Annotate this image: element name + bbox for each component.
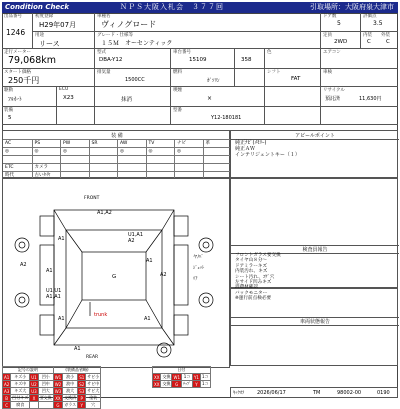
score-label: 評価点 — [363, 14, 377, 19]
car-name-value: ヴィノグロード — [101, 20, 157, 29]
ecu-value: X23 — [63, 95, 74, 101]
legend-cell: 塗装 — [86, 395, 101, 402]
equipment-cell — [89, 163, 118, 171]
equipment-cell: ナビ — [174, 139, 203, 147]
appeal-lines — [235, 140, 300, 158]
legend-cell: B — [3, 395, 11, 402]
model-cell — [94, 49, 170, 86]
equipment-cell: ETC — [3, 163, 32, 171]
smoke-cell — [170, 87, 264, 124]
footer-lot-code: 98002-00 — [337, 390, 362, 396]
diagram-front-label: FRONT — [84, 196, 100, 201]
legend-cell: S1 — [79, 374, 85, 380]
footer-staff: TM — [313, 390, 321, 396]
inspection-line: 内装汚れ、キズ — [235, 269, 268, 275]
legend-cell: ガラス — [64, 402, 77, 407]
trunk-label: trunk — [94, 312, 108, 318]
equipment-cell — [203, 163, 232, 171]
trans-label: 駆動 — [4, 88, 13, 93]
mark-fr-left: A1 — [58, 236, 65, 242]
inspection-line: ドアミラーキズ — [235, 263, 267, 269]
legend-cell: XX — [53, 395, 63, 402]
smoke-value: × — [207, 95, 213, 102]
appeal-box — [230, 130, 398, 178]
equipment-cell — [174, 163, 203, 171]
equipment-cell: カメラ — [32, 163, 61, 171]
header-center: ＮＰＳ大阪入札会 ３７７回 — [120, 3, 224, 11]
legend-right-cell: XX — [154, 381, 160, 387]
door-label: ドア数 — [323, 14, 337, 19]
blank-cell — [264, 87, 320, 124]
inspection-line: ※運行前点検必要 — [235, 296, 272, 302]
inspection-line: バックモニター — [235, 290, 268, 296]
legend-cell: A1 — [4, 374, 10, 380]
inspection-title: 検査員報告 — [231, 245, 399, 254]
first-reg-cell — [32, 13, 94, 48]
equipment-cell: 時代 — [3, 171, 32, 179]
legend-cell: キズ小 — [11, 374, 30, 381]
equipment-cell — [32, 155, 61, 163]
legend-cell: W2 — [54, 381, 62, 387]
legend-cell: 凹中 — [38, 381, 53, 388]
ac-label: エアコン — [323, 50, 341, 55]
appeal-title: アピールポイント — [231, 132, 399, 140]
legend-cell: S2 — [79, 381, 85, 387]
appeal-line: インテリジェントキー（１） — [235, 152, 300, 158]
equipment-box — [2, 130, 230, 178]
legend-cell: 交換済 — [64, 395, 77, 400]
inspection-label: 車検 — [323, 70, 332, 75]
mileage-value: 79,068km — [8, 55, 56, 66]
legend-right-title: 日付 — [153, 367, 211, 374]
cc-label: 排気量 — [97, 70, 111, 75]
equipment-cell: AC — [3, 139, 32, 147]
footer — [2, 366, 398, 408]
mark-roof: G — [112, 274, 117, 280]
legend-cell: W3 — [54, 388, 62, 394]
mark-bottom: A1 — [74, 346, 81, 352]
model-label: 型式 — [97, 50, 106, 55]
legend-mid-title: (装備品省略) — [53, 367, 101, 374]
legend-cell: U1 — [31, 374, 37, 380]
mark-right-mid: A2 — [160, 272, 167, 278]
recycle-amount: 11,630円 — [359, 96, 382, 102]
legend-right-cell: XX — [154, 374, 160, 380]
serial-value: Y12-180181 — [211, 115, 242, 121]
equipment-cell — [203, 147, 232, 155]
inspection-line: タイヤ山８分～ — [235, 258, 268, 264]
legend-right-cell: G — [172, 381, 182, 388]
start-price-value: 250千円 — [8, 76, 40, 85]
mileage-cell — [2, 49, 94, 86]
model-value: DBA-Y12 — [99, 57, 123, 63]
equipment-cell: PW — [60, 139, 89, 147]
equipment-cell: ◎ — [146, 147, 175, 155]
equipment-cell — [203, 155, 232, 163]
equipment-cell: PS — [32, 139, 61, 147]
equipment-cell: ◎ — [32, 147, 61, 155]
footer-date: 2026/06/17 — [257, 390, 286, 396]
header-left: Condition Check — [5, 3, 69, 11]
mark-fr-right: U1,A1 A2 — [128, 232, 144, 244]
legend-right-cell: Y1 — [193, 374, 199, 380]
footer-end-code: 0190 — [377, 390, 390, 396]
color-cell — [264, 49, 320, 86]
inspection-line: 消費材確認 — [235, 285, 258, 291]
inspection-line: フロントガラス要交換 — [235, 253, 281, 258]
spec-grid — [2, 13, 398, 125]
equipment-cell — [117, 163, 146, 171]
equipment-cell: AW — [117, 139, 146, 147]
usage-value: リース — [39, 40, 60, 48]
ws-value: 抹消 — [121, 97, 133, 103]
side-labels: ヤ/ﾊﾞ ｼﾞｪｯﾄ ﾘｱ — [193, 255, 205, 282]
equipment-cell: ◎ — [174, 147, 203, 155]
inspection-box — [230, 178, 398, 302]
legend-cell: S3 — [79, 388, 85, 394]
car-name-label: 車種名 — [97, 14, 111, 19]
frame-no-cell — [170, 49, 234, 86]
legend-table — [2, 366, 101, 409]
recycle-cell — [320, 87, 398, 124]
equipment-cell — [146, 155, 175, 163]
legend-cell: キズ大 — [11, 388, 30, 395]
equipment-cell — [146, 163, 175, 171]
legend-right-cell: 1コ — [201, 381, 209, 386]
mileage-label: 走行メーター — [4, 50, 31, 55]
int-label: 内装 — [363, 33, 372, 38]
door-cell — [320, 13, 360, 48]
lot-label: 出品番号 — [4, 14, 22, 19]
seats-value: 2WD — [334, 39, 348, 45]
mark-rear-right: A1 — [144, 316, 151, 322]
mark-top: A1,A2 — [97, 210, 112, 216]
grade-label: グレード・仕様等 — [97, 33, 133, 38]
shift-label: シフト — [267, 70, 281, 75]
equipment-cell: 革 — [203, 139, 232, 147]
equipment-cell — [89, 155, 118, 163]
trans-cell: 駆動 ﾌﾙｵｰﾄ 装備 5 — [2, 87, 56, 124]
serial-label: 型番 — [173, 108, 182, 113]
appeal-line: 純正ＡＷ — [235, 146, 256, 152]
footer-date-label: ｷｯｸｵﾌ — [233, 391, 245, 396]
fuel-label: 燃料 — [173, 70, 182, 75]
legend-cell: 波小 — [63, 374, 78, 381]
grade-value: １５Ｍ オーセンティック — [101, 40, 173, 47]
legend-cell: G — [53, 402, 63, 409]
color-label: 色 — [267, 50, 272, 55]
footer-bar — [230, 387, 398, 398]
a-label: 装備 — [4, 108, 13, 113]
frame-no2-cell — [234, 49, 264, 86]
legend-cell: サビ中 — [87, 381, 100, 386]
legend-cell: キズ中 — [11, 381, 30, 388]
door-value: 5 — [337, 20, 341, 27]
equipment-cell: ◎ — [117, 147, 146, 155]
equipment-cell — [117, 155, 146, 163]
equipment-cell: 古いﾀｲﾔ — [32, 171, 61, 179]
start-price-label: スタート価格 — [4, 70, 31, 75]
seats-label: 定員 — [323, 33, 332, 38]
ecu-label: ECU — [59, 87, 69, 92]
first-reg-label: 初度登録 — [35, 14, 53, 19]
inspection-line: 左サイド凹みキズ — [235, 280, 272, 286]
legend-right-cell: 1コ — [181, 374, 192, 381]
int-value: C — [367, 39, 371, 45]
smoke-label: 喫煙 — [173, 88, 182, 93]
frame-no2-value: 358 — [241, 57, 252, 63]
lot-number: 1246 — [6, 28, 26, 37]
fuel-value: ｶﾞｿﾘﾝ — [207, 78, 220, 84]
equipment-cell: TV — [146, 139, 175, 147]
legend-cell: 凹大 — [38, 388, 53, 395]
lot-cell — [2, 13, 32, 48]
ac-cell — [320, 49, 398, 86]
legend-cell: U3 — [31, 388, 37, 394]
comments-box — [230, 288, 398, 366]
legend-cell: サビ大 — [87, 388, 100, 393]
comments-title: 車両状態報告 — [231, 317, 399, 326]
equipment-cell — [89, 147, 118, 155]
legend-right-cell: 交換 — [162, 374, 171, 379]
keys-value: 5 — [8, 115, 12, 121]
mark-left-rear: U1,U1 A1,A1 — [46, 288, 62, 300]
legend-right-table — [152, 366, 211, 388]
legend-cell: A3 — [4, 388, 10, 394]
legend-cell: 穴 — [86, 402, 101, 409]
header-pickup-location: 引取場所：大阪府泉大津市 — [310, 3, 394, 11]
ext-label: 外装 — [381, 33, 390, 38]
legend-right-cell: W1 — [173, 374, 180, 380]
ws-cell — [94, 87, 170, 124]
car-name-cell — [94, 13, 320, 48]
legend-left-title: 記号の説明 — [3, 367, 54, 374]
legend-cell: 波大 — [63, 388, 78, 395]
usage-label: 用途 — [35, 33, 44, 38]
legend-cell: A2 — [4, 381, 10, 387]
legend-cell: 凹付キズ — [12, 395, 29, 400]
score-cell — [360, 13, 398, 48]
report-header — [2, 2, 398, 13]
legend-right-cell: Y — [192, 381, 200, 388]
ext-value: C — [386, 39, 390, 45]
legend-cell: P — [78, 395, 86, 402]
legend-cell: 波中 — [63, 381, 78, 388]
legend-right-cell: 1コ — [201, 374, 209, 379]
legend-right-cell: 交換 — [162, 381, 171, 386]
spec-row-3 — [2, 87, 398, 125]
recycle-status: 預託済 — [325, 96, 341, 102]
legend-cell — [30, 402, 38, 409]
diagram-rear-label: REAR — [86, 355, 99, 360]
spec-row-2 — [2, 49, 398, 87]
score-value: 3.5 — [373, 20, 383, 27]
cc-value: 1500CC — [125, 77, 145, 83]
equipment-cell — [3, 155, 32, 163]
spec-row-1 — [2, 13, 398, 49]
equipment-cell: ◎ — [60, 147, 89, 155]
legend-cell: Y — [78, 402, 86, 409]
legend-cell: C — [3, 402, 11, 409]
legend-cell: サビ小 — [87, 374, 100, 379]
legend-cell: U2 — [31, 381, 37, 387]
appeal-line: 純正ﾅﾋﾞ(ﾒﾓﾘｰ) — [235, 140, 267, 146]
equipment-cell: ◎ — [3, 147, 32, 155]
legend-cell: 腐食 — [11, 402, 30, 409]
mark-rear-left: A1 — [58, 316, 65, 322]
frame-no-value: 15109 — [189, 57, 207, 63]
shift-value: FAT — [291, 76, 301, 82]
ecu-cell — [56, 87, 94, 124]
mark-left-mid: A1 — [46, 268, 53, 274]
recycle-label: リサイクル — [323, 88, 345, 93]
legend-cell: X — [30, 395, 38, 402]
frame-no-label: 車台番号 — [173, 50, 191, 55]
equipment-cell — [60, 155, 89, 163]
mark-right-side: A1 — [146, 258, 153, 264]
legend-cell: W1 — [54, 374, 62, 380]
equipment-cell — [60, 163, 89, 171]
legend-cell: 凹小 — [38, 374, 53, 381]
legend-right-cell: ﾁｯﾌﾟ — [182, 381, 191, 386]
equipment-cell — [174, 155, 203, 163]
first-reg-value: H29年07月 — [39, 21, 77, 29]
legend-cell: 要交換 — [39, 395, 52, 400]
inspection-line: シート汚れ、ｺｹﾞ穴 — [235, 274, 275, 280]
mark-left-front-side: A2 — [20, 262, 27, 268]
equipment-title: 装 備 — [111, 133, 123, 139]
legend-cell — [38, 402, 53, 409]
equipment-cell: SR — [89, 139, 118, 147]
